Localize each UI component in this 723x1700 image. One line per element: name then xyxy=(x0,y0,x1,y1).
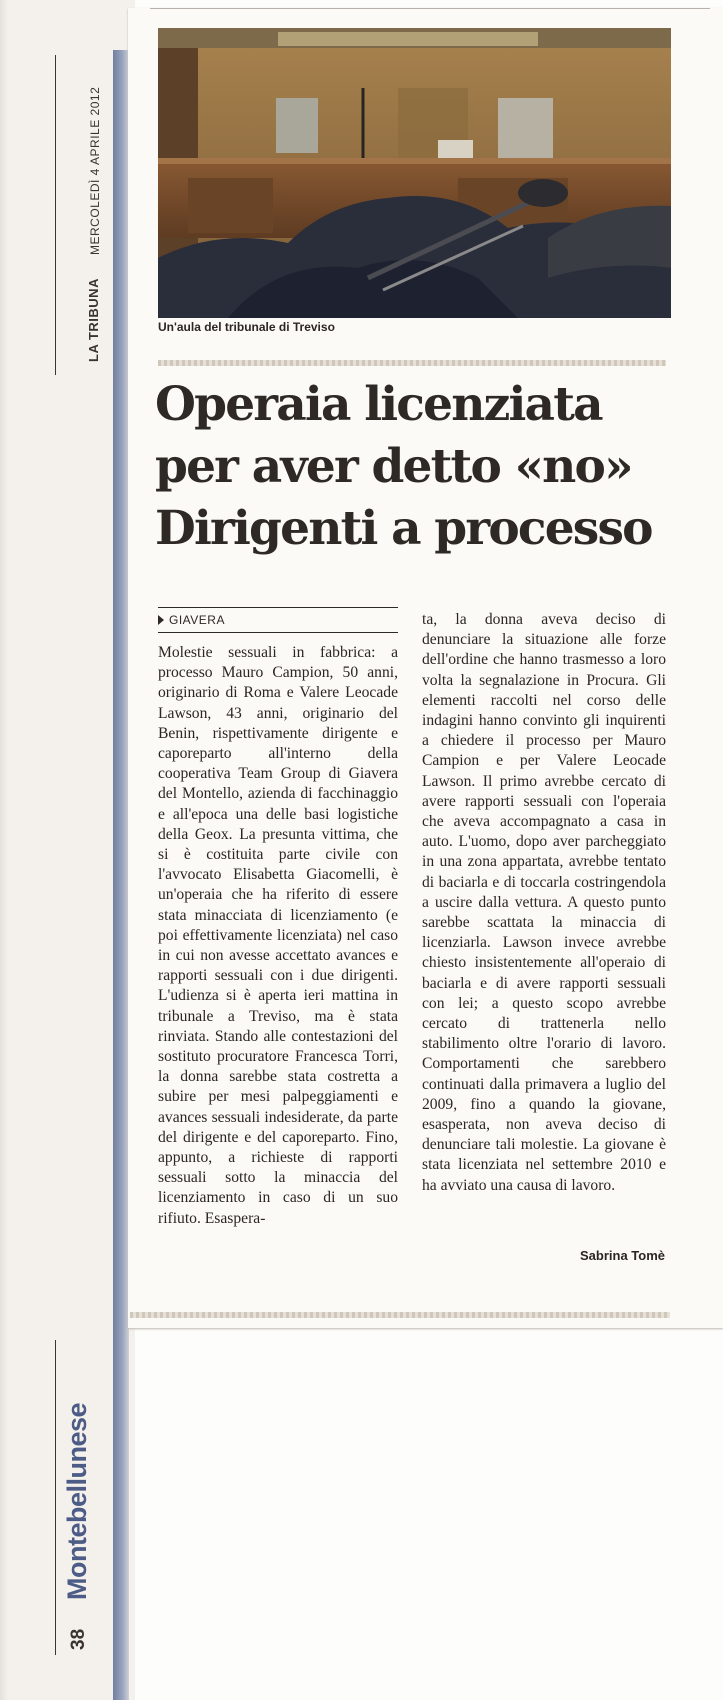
bottom-dotted-rule xyxy=(130,1312,670,1318)
article-column-2: ta, la donna aveva deciso di denunciare la situazione alle forze dell'ordine che hanno trasmesso a loro volta la segnalazione in Procura. Gli elementi raccolti nel corso delle indagini hanno convinto gli inquirenti a chiedere il processo per Mauro Campion e per Valere Leocade Lawson. Il primo avrebbe cercato di avere rapporti sessuali con l'operaia che aveva accompagnato a casa in auto. L'uomo, dopo aver parcheggiato in una zona appartata, avrebbe tentato di baciarla e di toccarla costringendola a uscire dalla vettura. A questo punto sarebbe scattata la minaccia di licenziarla. Lawson invece avrebbe chiesto insistentemente all'operaio di baciarla e di avere rapporti sessuali con lei; a questo scopo avrebbe cercato di trattenerla nello stabilimento oltre l'orario di lavoro. Comportamenti che sarebbero continuati dalla primavera a luglio del 2009, fino a quando la giovane, esasperata, non aveva deciso di denunciare tali molestie. La giovane è stata licenziata nel settembre 2010 e ha avviato una causa di lavoro. xyxy=(422,611,666,1194)
headline-line-1: Operaia licenziata xyxy=(155,377,602,432)
location-label: GIAVERA xyxy=(169,613,225,627)
triangle-icon xyxy=(158,615,164,625)
masthead-vertical-rule xyxy=(55,55,56,375)
footer-vertical-rule xyxy=(55,1340,56,1655)
section-title: Montebellunese xyxy=(62,1402,92,1600)
headline-line-2: per aver detto «no» xyxy=(155,439,632,494)
newspaper-date: MERCOLEDÌ 4 APRILE 2012 xyxy=(88,86,102,255)
photo-caption: Un'aula del tribunale di Treviso xyxy=(158,320,335,334)
article-column-1: Molestie sessuali in fabbrica: a processo Mauro Campion, 50 anni, originario di Roma e Valere Leocade Lawson, 43 anni, originario del Benin, rispettivamente dirigente e caporeparto all'interno della cooperativa Team Group di Giavera del Montello, azienda di facchinaggio e all'epoca una delle basi logistiche della Geox. La presunta vittima, che si è costituita parte civile con l'avvocato Elisabetta Giacomelli, è un'operaia che ha riferito di essere stata minacciata di licenziamento (e poi effettivamente licenziata) nel caso in cui non avesse accettato avances e rapporti sessuali con i due dirigenti. L'udienza si è aperta ieri mattina in tribunale a Treviso, ma è stata rinviata. Stando alle contestazioni del sostituto procuratore Francesca Torri, la donna sarebbe stata costretta a subire per mesi palpeggiamenti e avances sessuali indesiderate, da parte del dirigente e del caporeparto. Fino, appunto, a richieste di rapporti sessuali sotto la minaccia del licenziamento in caso di un suo rifiuto. Esaspera- xyxy=(158,644,398,1227)
kicker-bottom-rule xyxy=(158,632,398,633)
courtroom-image xyxy=(158,28,671,318)
article-byline: Sabrina Tomè xyxy=(579,1248,665,1263)
headline-line-3: Dirigenti a processo xyxy=(155,501,652,556)
clipping-top-border xyxy=(150,8,710,9)
courtroom-photo xyxy=(158,28,671,318)
page-number: 38 xyxy=(68,1628,89,1650)
paper-edge xyxy=(0,0,8,1700)
scan-edge-shadow xyxy=(113,50,129,1700)
kicker-top-rule xyxy=(158,607,398,608)
article-headline xyxy=(155,374,685,560)
newspaper-name: LA TRIBUNA xyxy=(86,278,101,362)
top-dotted-rule xyxy=(158,360,666,366)
location-kicker xyxy=(158,613,225,627)
